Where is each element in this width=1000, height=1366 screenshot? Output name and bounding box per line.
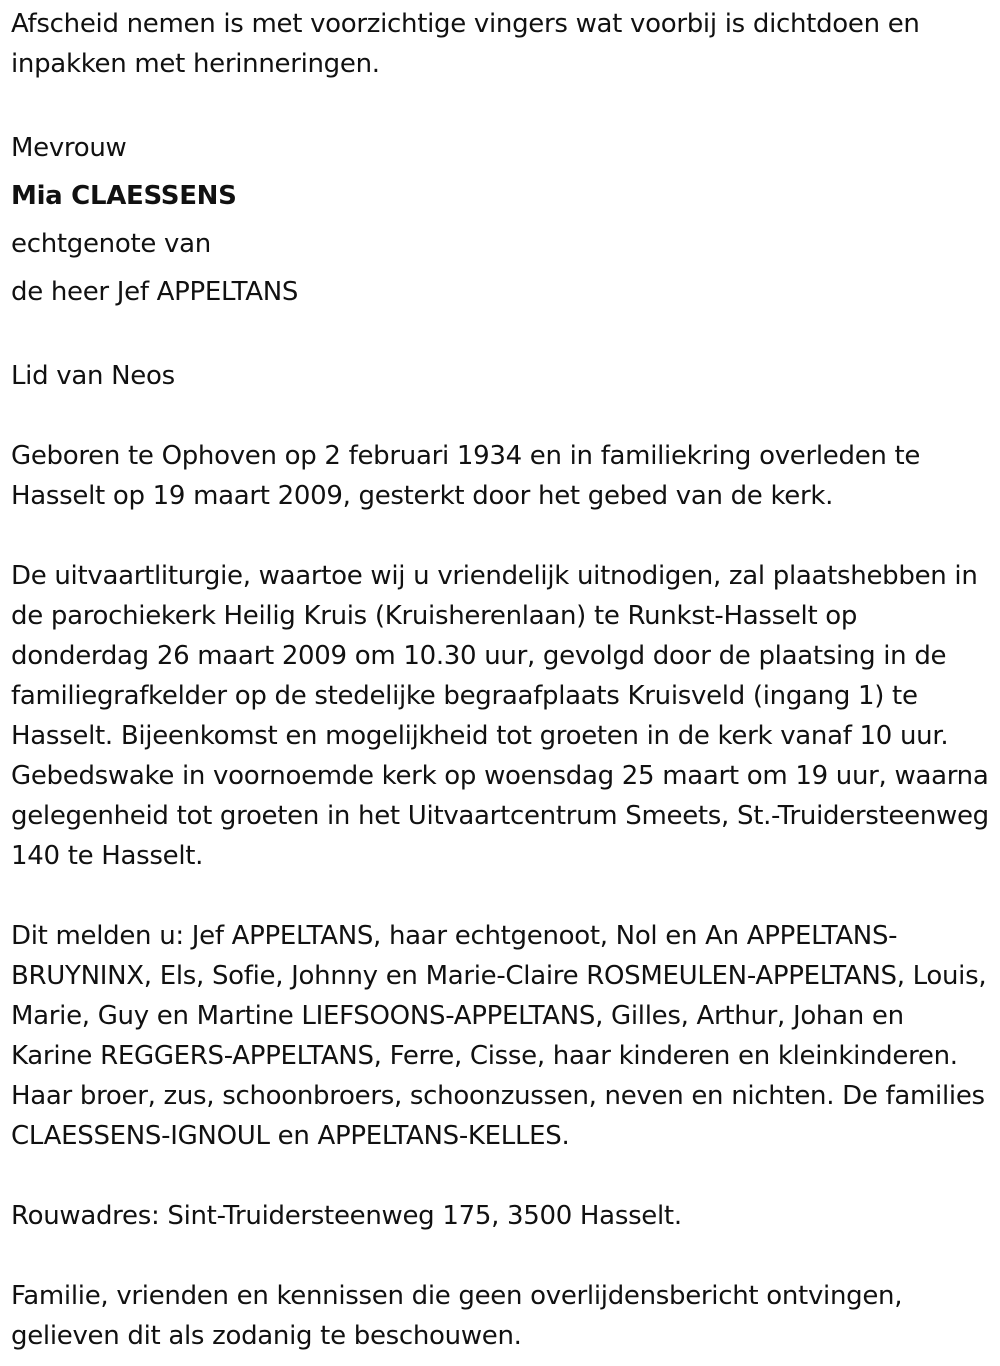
spacer [11, 1236, 990, 1276]
deceased-spouse: de heer Jef APPELTANS [11, 277, 299, 307]
deceased-title: Mevrouw [11, 133, 127, 163]
deceased-block [11, 124, 990, 316]
closing-paragraph: Familie, vrienden en kennissen die geen overlijdensbericht ontvingen, gelieven dit als zodanig te beschouwen. [11, 1281, 903, 1351]
spacer [11, 516, 990, 556]
membership: Lid van Neos [11, 361, 175, 391]
deceased-relation: echtgenote van [11, 229, 211, 259]
spacer [11, 1156, 990, 1196]
address-paragraph: Rouwadres: Sint-Truidersteenweg 175, 3500 Hasselt. [11, 1201, 682, 1231]
intro-quote: Afscheid nemen is met voorzichtige vingers wat voorbij is dichtdoen en inpakken met herinneringen. [11, 9, 920, 79]
spacer [11, 316, 990, 356]
family-paragraph: Dit melden u: Jef APPELTANS, haar echtgenoot, Nol en An APPELTANS-BRUYNINX, Els, Sofie, Johnny en Marie-Claire ROSMEULEN-APPELTANS, Louis, Marie, Guy en Martine LIEFSOONS-APPELTANS, Gilles, Arthur, Johan en Karine REGGERS-APPELTANS, Ferre, Cisse, haar kinderen en kleinkinderen. Haar broer, zus, schoonbroers, schoonzussen, neven en nichten. De families CLAESSENS-IGNOUL en APPELTANS-KELLES. [11, 921, 987, 1151]
deceased-name: Mia CLAESSENS [11, 181, 237, 211]
spacer [11, 84, 990, 124]
ceremony-paragraph: De uitvaartliturgie, waartoe wij u vriendelijk uitnodigen, zal plaatshebben in de parochiekerk Heilig Kruis (Kruisherenlaan) te Runkst-Hasselt op donderdag 26 maart 2009 om 10.30 uur, gevolgd door de plaatsing in de familiegrafkelder op de stedelijke begraafplaats Kruisveld (ingang 1) te Hasselt. Bijeenkomst en mogelijkheid tot groeten in de kerk vanaf 10 uur. Gebedswake in voornoemde kerk op woensdag 25 maart om 19 uur, waarna gelegenheid tot groeten in het Uitvaartcentrum Smeets, St.-Truidersteenweg 140 te Hasselt. [11, 561, 989, 871]
birth-death-paragraph: Geboren te Ophoven op 2 februari 1934 en in familiekring overleden te Hasselt op 19 maart 2009, gesterkt door het gebed van de kerk. [11, 441, 921, 511]
spacer [11, 876, 990, 916]
spacer [11, 396, 990, 436]
